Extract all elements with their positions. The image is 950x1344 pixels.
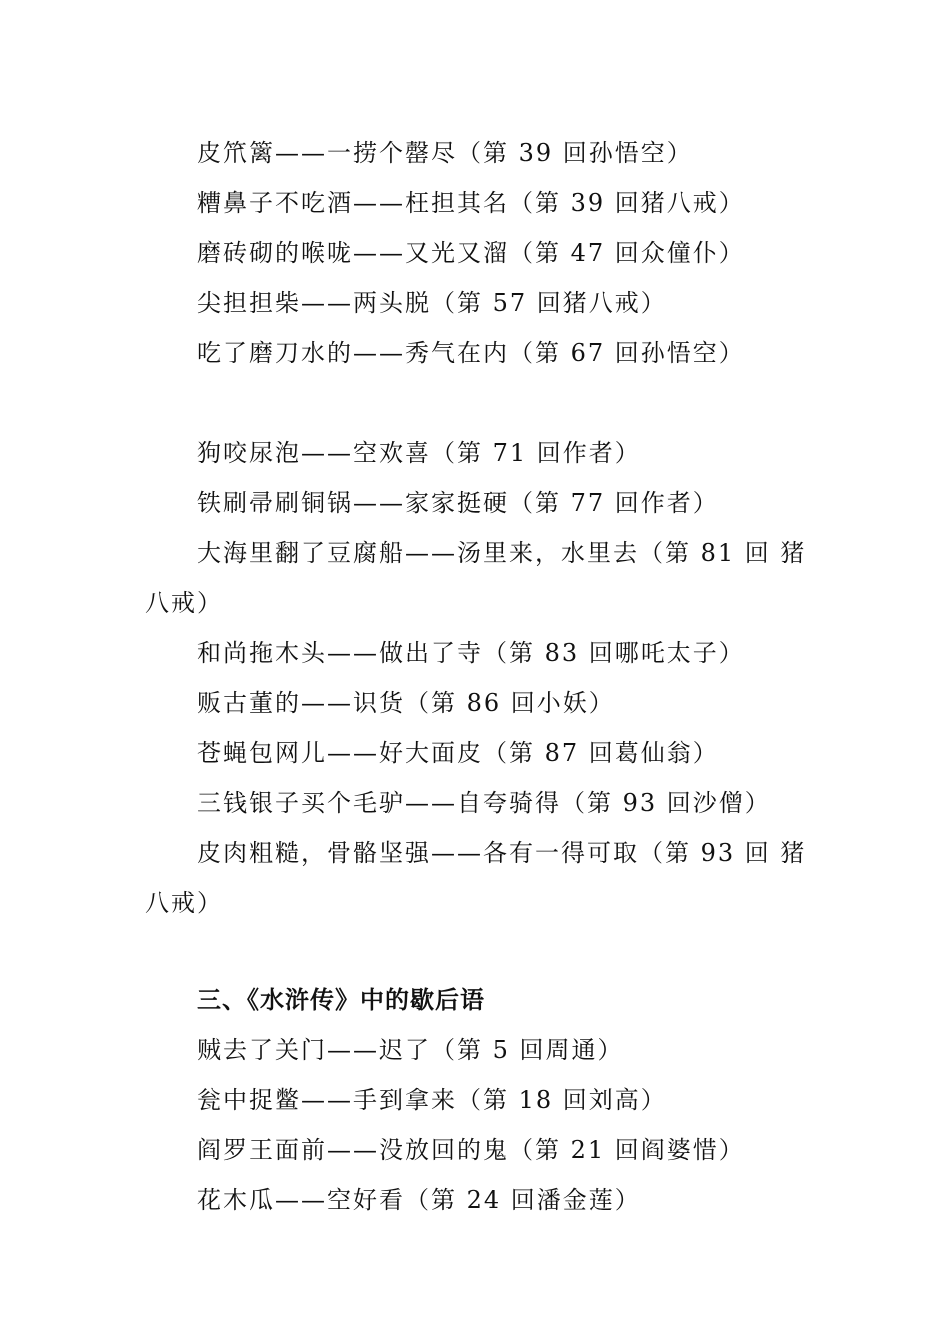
proverb-line: 铁刷帚刷铜锅——家家挺硬（第 77 回作者）	[197, 489, 719, 517]
proverb-line: 阎罗王面前——没放回的鬼（第 21 回阎婆惜）	[197, 1136, 745, 1164]
proverb-line: 皮笊篱——一捞个罄尽（第 39 回孙悟空）	[197, 139, 693, 167]
proverb-line: 糟鼻子不吃酒——枉担其名（第 39 回猪八戒）	[197, 189, 745, 217]
proverb-line: 吃了磨刀水的——秀气在内（第 67 回孙悟空）	[197, 339, 745, 367]
proverb-line: 瓮中捉鳖——手到拿来（第 18 回刘高）	[197, 1086, 667, 1114]
section-heading: 三、《水浒传》中的歇后语	[197, 986, 485, 1014]
proverb-line: 贼去了关门——迟了（第 5 回周通）	[197, 1036, 624, 1064]
proverb-line: 尖担担柴——两头脱（第 57 回猪八戒）	[197, 289, 667, 317]
proverb-line: 磨砖砌的喉咙——又光又溜（第 47 回众僮仆）	[197, 239, 745, 267]
proverb-line: 苍蝇包网儿——好大面皮（第 87 回葛仙翁）	[197, 739, 719, 767]
proverb-line: 贩古董的——识货（第 86 回小妖）	[197, 689, 615, 717]
proverb-line: 和尚拖木头——做出了寺（第 83 回哪吒太子）	[197, 639, 745, 667]
proverb-line: 三钱银子买个毛驴——自夸骑得（第 93 回沙僧）	[197, 789, 771, 817]
proverb-line: 狗咬尿泡——空欢喜（第 71 回作者）	[197, 439, 641, 467]
proverb-line: 皮肉粗糙，骨骼坚强——各有一得可取（第 93 回 猪八戒）	[145, 839, 807, 917]
proverb-line: 花木瓜——空好看（第 24 回潘金莲）	[197, 1186, 641, 1214]
proverb-line: 大海里翻了豆腐船——汤里来，水里去（第 81 回 猪八戒）	[145, 539, 807, 617]
